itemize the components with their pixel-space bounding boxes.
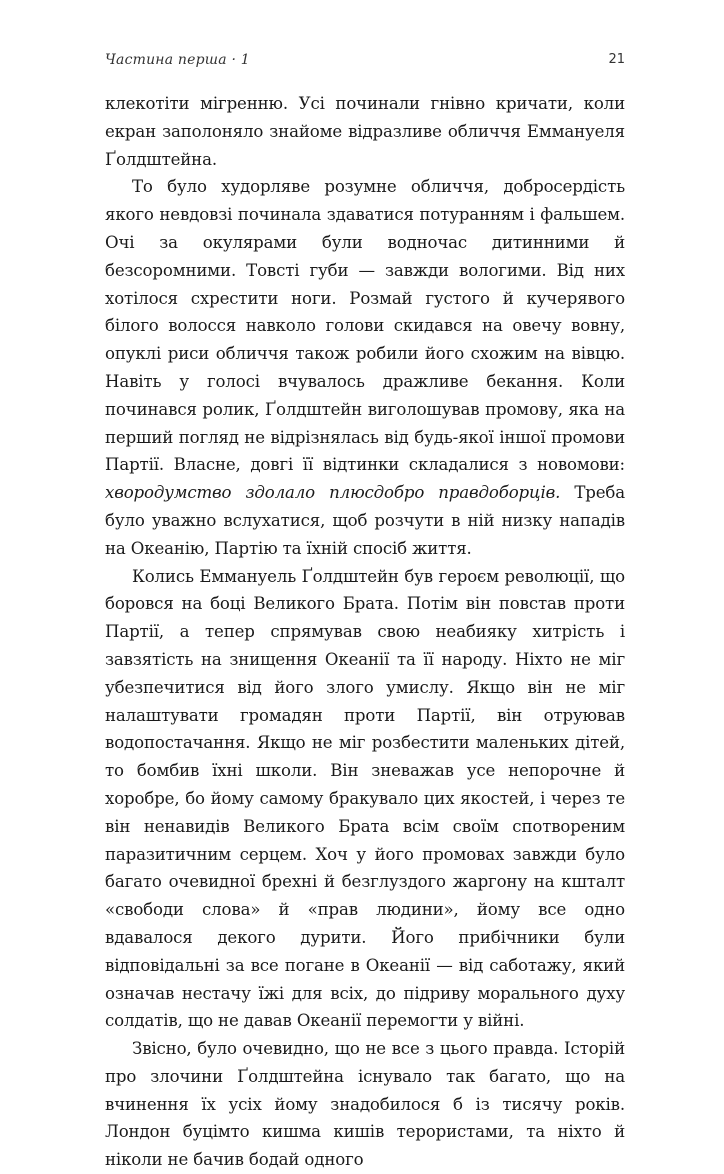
paragraph: Колись Еммануель Ґолдштейн був героєм революції, що боровся на боці Великого Брата. Потім він повстав проти Партії, а тепер спрямував свою неабияку хитрість і завзятість на знищення Океанії та її народу. Ніхто не міг убезпечитися від його злого умислу. Якщо він не міг налаштувати громадян проти Партії, він отруював водопостачання. Якщо не міг розбестити маленьких дітей, то бомбив їхні школи. Він зневажав усе непорочне й хоробре, бо йому самому бракувало цих якостей, і через те він ненавидів Великого Брата всім своїм спотвореним паразитичним серцем. Хоч у його промовах завжди було багато очевидної брехні й безглуздого жаргону на кшталт «свободи слова» й «прав людини», йому все одно вдавалося декого дурити. Його прибічники були відповідальні за все погане в Океанії — від саботажу, який означав нестачу їжі для всіх, до підриву морального духу солдатів, що не давав Океанії перемогти у війні. [105,566,625,1031]
italic-phrase: хвородумство здолало плюсдобро правдоборців. [105,483,561,503]
paragraph: клекотіти мігренню. Усі починали гнівно кричати, коли екран заполоняло знайоме відразливе обличчя Еммануеля Ґолдштейна. [105,94,625,169]
page-number: 21 [608,52,625,67]
paragraph-text: Треба було уважно вслухатися, щоб розчути в ній низку нападів на Океанію, Партію та їхній спосіб життя. [105,483,625,558]
body-text [105,90,625,1174]
paragraph-text: То було худорляве розумне обличчя, добросердість якого невдовзі починала здаватися потуранням і фальшем. Очі за окулярами були водночас дитинними й безсоромними. Товсті губи — завжди вологими. Від них хотілося схрестити ноги. Розмай густого й кучерявого білого волосся навколо голови скидався на овечу вовну, опуклі риси обличчя також робили його схожим на вівцю. Навіть у голосі вчувалось дражливе бекання. Коли починався ролик, Ґолдштейн виголошував промову, яка на перший погляд не відрізнялась від будь-якої іншої промови Партії. Власне, довгі її відтинки складалися з новомови: [105,177,625,475]
paragraph [105,173,625,562]
section-title: Частина перша · 1 [105,52,250,68]
paragraph: Звісно, було очевидно, що не все з цього правда. Історій про злочини Ґолдштейна існувало так багато, що на вчинення їх усіх йому знадобилося б із тисячу років. Лондон буцімто кишма кишів терористами, та ніхто й ніколи не бачив бодай одного [105,1039,625,1170]
running-header [105,52,625,76]
